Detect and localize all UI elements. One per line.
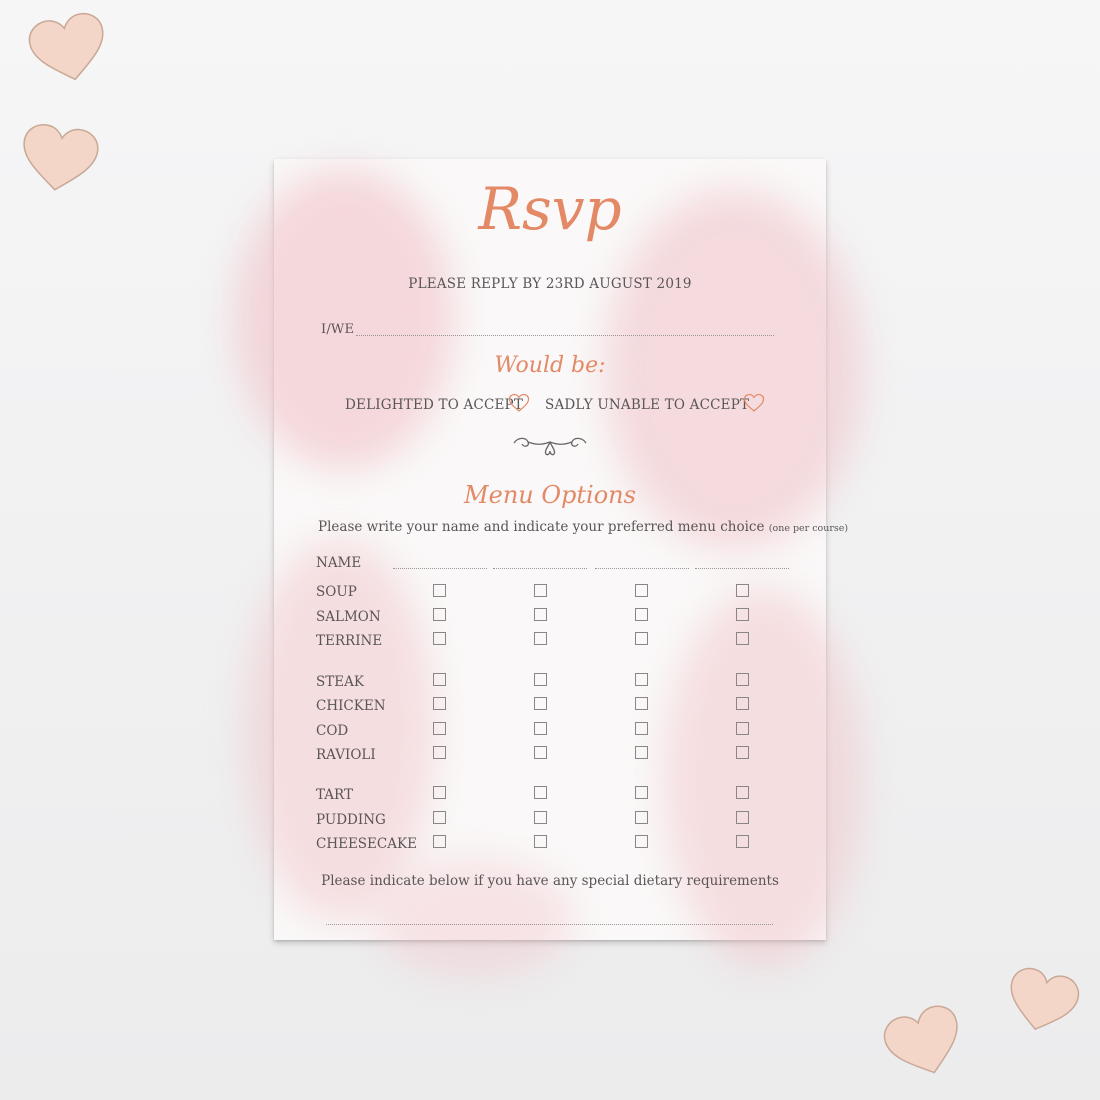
guest-name-line[interactable]	[393, 568, 487, 569]
menu-checkbox[interactable]	[635, 697, 648, 710]
iwe-label: I/WE	[321, 322, 355, 337]
menu-checkbox[interactable]	[433, 722, 446, 735]
menu-checkbox[interactable]	[736, 722, 749, 735]
menu-checkbox[interactable]	[433, 746, 446, 759]
menu-checkbox[interactable]	[635, 811, 648, 824]
menu-checkbox[interactable]	[433, 835, 446, 848]
menu-checkbox[interactable]	[635, 835, 648, 848]
dietary-prompt: Please indicate below if you have any special dietary requirements	[321, 873, 779, 889]
menu-checkbox[interactable]	[736, 632, 749, 645]
menu-checkbox[interactable]	[433, 786, 446, 799]
menu-checkbox[interactable]	[736, 673, 749, 686]
menu-item-label: TART	[316, 787, 353, 803]
name-label: NAME	[316, 555, 362, 571]
dietary-requirements-line[interactable]	[326, 924, 773, 925]
reply-by-text: PLEASE REPLY BY 23RD AUGUST 2019	[408, 276, 692, 292]
menu-item-label: RAVIOLI	[316, 747, 376, 763]
menu-options-heading: Menu Options	[464, 481, 636, 509]
accept-heart-checkbox[interactable]	[508, 393, 530, 413]
guest-name-line[interactable]	[695, 568, 789, 569]
menu-checkbox[interactable]	[433, 632, 446, 645]
menu-checkbox[interactable]	[635, 608, 648, 621]
menu-checkbox[interactable]	[736, 608, 749, 621]
menu-checkbox[interactable]	[534, 608, 547, 621]
guest-name-line[interactable]	[595, 568, 689, 569]
wooden-heart-decoration	[18, 122, 100, 198]
menu-item-label: COD	[316, 723, 349, 739]
menu-item-label: TERRINE	[316, 633, 383, 649]
iwe-line[interactable]	[356, 335, 774, 336]
menu-checkbox[interactable]	[635, 786, 648, 799]
menu-item-label: SALMON	[316, 609, 381, 625]
menu-checkbox[interactable]	[433, 608, 446, 621]
menu-checkbox[interactable]	[736, 746, 749, 759]
menu-checkbox[interactable]	[736, 811, 749, 824]
menu-checkbox[interactable]	[534, 697, 547, 710]
menu-checkbox[interactable]	[635, 632, 648, 645]
menu-checkbox[interactable]	[534, 835, 547, 848]
wooden-heart-decoration	[884, 1004, 966, 1084]
menu-item-label: STEAK	[316, 674, 364, 690]
menu-item-label: PUDDING	[316, 812, 386, 828]
decline-label: SADLY UNABLE TO ACCEPT	[545, 397, 750, 413]
menu-checkbox[interactable]	[433, 697, 446, 710]
menu-checkbox[interactable]	[736, 584, 749, 597]
menu-checkbox[interactable]	[736, 786, 749, 799]
menu-checkbox[interactable]	[534, 786, 547, 799]
menu-checkbox[interactable]	[534, 673, 547, 686]
menu-checkbox[interactable]	[433, 673, 446, 686]
wooden-heart-decoration	[1004, 966, 1080, 1038]
menu-checkbox[interactable]	[736, 697, 749, 710]
menu-checkbox[interactable]	[534, 811, 547, 824]
menu-checkbox[interactable]	[635, 722, 648, 735]
menu-checkbox[interactable]	[433, 584, 446, 597]
wooden-heart-decoration	[28, 14, 110, 86]
rsvp-title: Rsvp	[478, 175, 622, 243]
menu-checkbox[interactable]	[635, 673, 648, 686]
menu-checkbox[interactable]	[736, 835, 749, 848]
menu-item-label: SOUP	[316, 584, 357, 600]
menu-item-label: CHICKEN	[316, 698, 386, 714]
menu-checkbox[interactable]	[635, 584, 648, 597]
menu-checkbox[interactable]	[534, 632, 547, 645]
menu-checkbox[interactable]	[433, 811, 446, 824]
menu-checkbox[interactable]	[534, 746, 547, 759]
menu-instruction	[318, 519, 849, 535]
rsvp-card	[274, 159, 849, 940]
menu-item-label: CHEESECAKE	[316, 836, 417, 852]
menu-checkbox[interactable]	[534, 722, 547, 735]
guest-name-line[interactable]	[493, 568, 587, 569]
menu-instruction-text: Please write your name and indicate your preferred menu choice	[318, 519, 765, 535]
menu-instruction-small: (one per course)	[768, 523, 849, 534]
would-be-heading: Would be:	[494, 353, 606, 378]
accept-label: DELIGHTED TO ACCEPT	[345, 397, 524, 413]
menu-checkbox[interactable]	[534, 584, 547, 597]
menu-checkbox[interactable]	[635, 746, 648, 759]
decline-heart-checkbox[interactable]	[743, 393, 765, 413]
flourish-divider-icon	[510, 431, 590, 459]
